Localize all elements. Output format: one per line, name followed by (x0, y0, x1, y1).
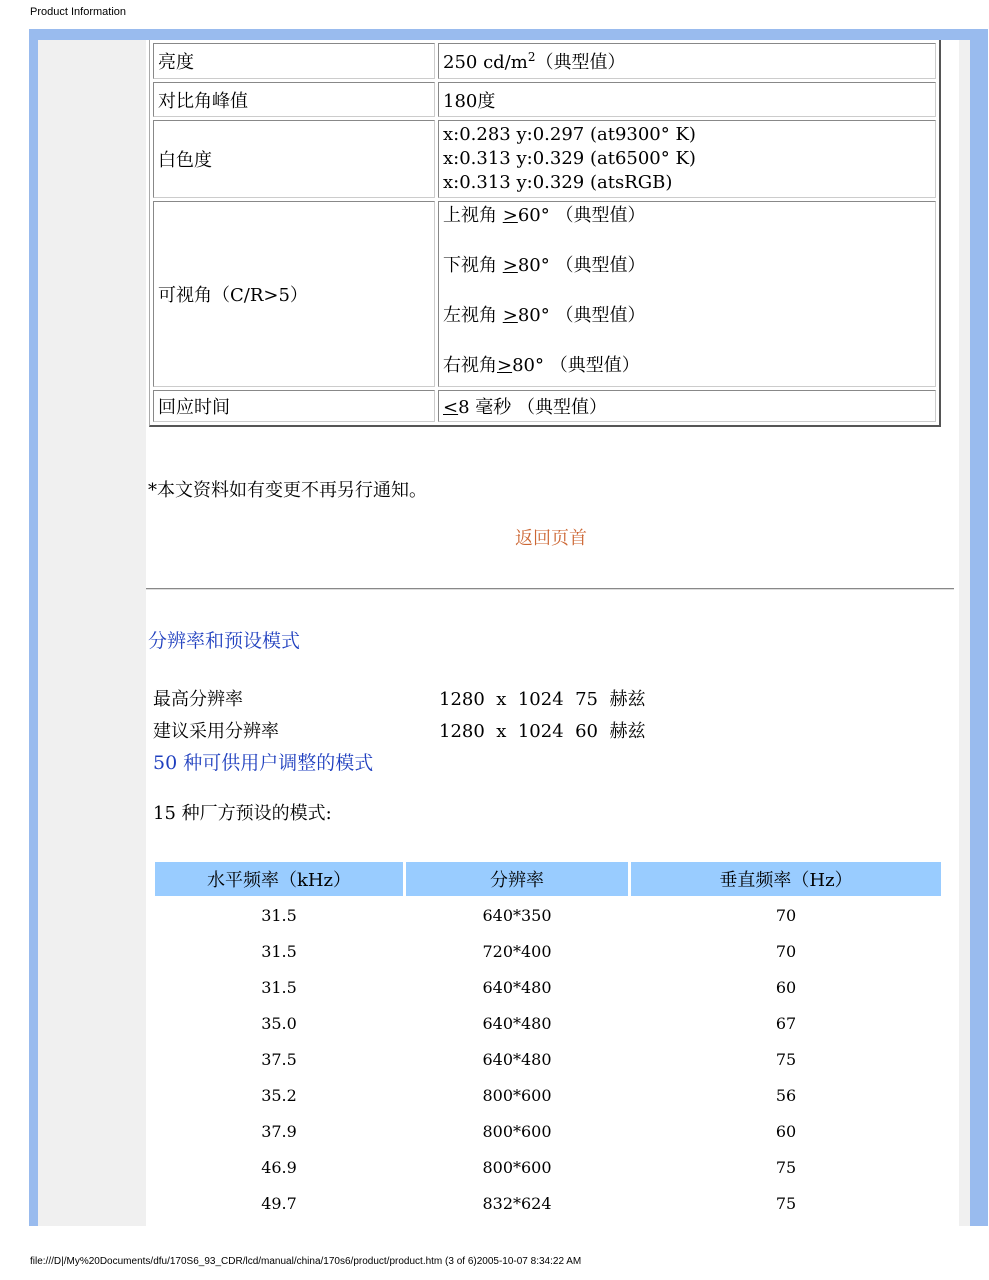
cell-hfreq: 35.0 (261, 1014, 297, 1033)
cell-hfreq: 46.9 (261, 1158, 297, 1177)
spec-value: 180度 (438, 82, 936, 117)
cell-resolution: 640*480 (482, 1050, 552, 1069)
cell-vfreq: 56 (775, 1086, 797, 1105)
spec-label: 对比角峰值 (153, 82, 435, 117)
cell-vfreq: 70 (775, 906, 797, 925)
brightness-sup: 2 (527, 50, 536, 64)
table-row (155, 899, 941, 932)
modes-body (155, 899, 941, 1220)
cell-resolution: 640*480 (482, 978, 552, 997)
spec-value (438, 201, 936, 387)
spec-value (438, 120, 936, 198)
page-footer-path: file:///D|/My%20Documents/dfu/170S6_93_CDR/lcd/manual/china/170s6/product/product.htm (3 of 6)2005-10-07 8:34:22 AM (30, 1256, 582, 1267)
viewing-angle-val: 80° （典型值） (517, 305, 646, 326)
header-resolution: 分辨率 (406, 862, 628, 896)
viewing-angle-sym: > (502, 305, 518, 326)
viewing-angle-line (443, 304, 931, 328)
cell-vfreq: 70 (775, 942, 797, 961)
recommended-resolution-value: 1280 x 1024 60 赫兹 (439, 721, 646, 742)
left-margin (38, 40, 146, 1226)
table-row (155, 1007, 941, 1040)
cell-resolution: 800*600 (482, 1086, 552, 1105)
spec-row-white-point (153, 120, 936, 198)
table-row (155, 971, 941, 1004)
cell-vfreq: 75 (775, 1050, 797, 1069)
back-to-top-link[interactable]: 返回页首 (515, 528, 587, 549)
white-point-line: x:0.313 y:0.329 (at6500° K) (443, 148, 696, 169)
cell-resolution: 800*600 (482, 1122, 552, 1141)
recommended-resolution-label: 建议采用分辨率 (153, 721, 279, 742)
spec-label: 亮度 (153, 43, 435, 79)
spec-row-contrast-angle (153, 82, 936, 117)
cell-hfreq: 49.7 (261, 1194, 297, 1213)
table-row (155, 1079, 941, 1112)
cell-vfreq: 75 (775, 1158, 797, 1177)
viewing-angle-dir: 右视角 (443, 355, 497, 376)
spec-row-response-time (153, 390, 936, 422)
viewing-angle-sym: > (502, 255, 518, 276)
brightness-suffix: （典型值） (535, 52, 626, 73)
viewing-angle-val: 80° （典型值） (512, 355, 640, 376)
table-row (155, 1115, 941, 1148)
table-row (155, 1151, 941, 1184)
cell-hfreq: 31.5 (261, 906, 297, 925)
white-point-line: x:0.313 y:0.329 (atsRGB) (443, 172, 673, 193)
cell-resolution: 640*480 (482, 1014, 552, 1033)
response-time-sym: < (443, 397, 459, 418)
spec-label: 白色度 (153, 120, 435, 198)
white-point-line: x:0.283 y:0.297 (at9300° K) (443, 124, 696, 145)
modes-header-row (155, 862, 941, 896)
cell-hfreq: 31.5 (261, 978, 297, 997)
cell-hfreq: 35.2 (261, 1086, 297, 1105)
cell-resolution: 832*624 (482, 1194, 552, 1213)
viewing-angle-dir: 左视角 (443, 305, 503, 326)
viewing-angle-line (443, 354, 931, 378)
cell-hfreq: 37.9 (261, 1122, 297, 1141)
max-resolution-label: 最高分辨率 (153, 689, 243, 710)
preset-modes-title: 15 种厂方预设的模式: (153, 803, 332, 824)
table-row (155, 1043, 941, 1076)
viewing-angle-dir: 下视角 (443, 255, 503, 276)
viewing-angle-line (443, 254, 931, 278)
header-vfreq: 垂直频率（Hz） (631, 862, 941, 896)
viewing-angle-val: 80° （典型值） (517, 255, 646, 276)
spec-row-viewing-angle (153, 201, 936, 387)
viewing-angle-line (443, 204, 931, 228)
content-area (146, 40, 959, 1226)
right-margin (959, 40, 970, 1226)
viewing-angle-sym: > (497, 355, 513, 376)
spec-label: 回应时间 (153, 390, 435, 422)
spec-value (438, 390, 936, 422)
table-row (155, 1187, 941, 1220)
cell-vfreq: 60 (775, 978, 797, 997)
cell-resolution: 720*400 (482, 942, 552, 961)
brightness-value: 250 cd/m (443, 52, 528, 73)
cell-vfreq: 67 (775, 1014, 797, 1033)
spec-row-brightness (153, 43, 936, 79)
viewing-angle-val: 60° （典型值） (517, 205, 646, 226)
spec-table (149, 40, 941, 427)
disclaimer-note: *本文资料如有变更不再另行通知。 (148, 480, 427, 501)
cell-hfreq: 31.5 (261, 942, 297, 961)
cell-resolution: 640*350 (482, 906, 552, 925)
divider (146, 588, 954, 590)
preset-modes-table (152, 859, 944, 1223)
table-row (155, 935, 941, 968)
section-title: 分辨率和预设模式 (148, 630, 301, 652)
header-hfreq: 水平频率（kHz） (155, 862, 403, 896)
response-time-val: 8 毫秒 （典型值） (458, 397, 607, 418)
max-resolution-value: 1280 x 1024 75 赫兹 (439, 689, 646, 710)
viewing-angle-sym: > (502, 205, 518, 226)
cell-vfreq: 60 (775, 1122, 797, 1141)
spec-label: 可视角（C/R>5） (153, 201, 435, 387)
cell-vfreq: 75 (775, 1194, 797, 1213)
spec-value (438, 43, 936, 79)
page-header-title: Product Information (30, 6, 126, 18)
cell-resolution: 800*600 (482, 1158, 552, 1177)
viewing-angle-dir: 上视角 (443, 205, 503, 226)
user-modes-link[interactable]: 50 种可供用户调整的模式 (153, 752, 374, 774)
cell-hfreq: 37.5 (261, 1050, 297, 1069)
